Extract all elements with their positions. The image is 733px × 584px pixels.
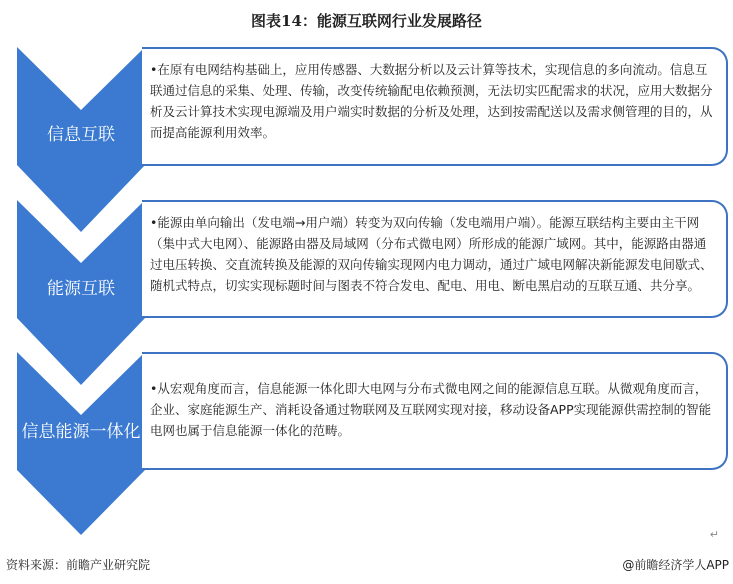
stage-label-1: 信息互联 [47, 125, 115, 145]
stage-description-3: •从宏观角度而言，信息能源一体化即大电网与分布式微电网之间的能源信息互联。从微观角度而言，企业、家庭能源生产、消耗设备通过物联网及互联网实现对接，移动设备APP实现能源供需控制的智能电网也属于信息能源一体化的范畴。 [142, 352, 728, 470]
stage-label-3: 信息能源一体化 [21, 422, 141, 442]
stage-description-2: •能源由单向输出（发电端→用户端）转变为双向传输（发电端用户端）。能源互联结构主要由主干网（集中式大电网）、能源路由器及局域网（分布式微电网）所形成的能源广域网。其中，能源路由器通过电压转换、交直流转换及能源的双向传输实现网内电力调动，通过广域电网解决新能源发电间歇式、随机式特点，切实实现标题时间与图表不符合发电、配电、用电、断电黑启动的互联互通、共分享。 [142, 200, 728, 318]
source-note: 资料来源：前瞻产业研究院 [6, 558, 151, 572]
figure-title: 图表14：能源互联网行业发展路径 [251, 12, 482, 30]
return-mark: ↵ [709, 528, 719, 541]
stage-description-1: •在原有电网结构基础上，应用传感器、大数据分析以及云计算等技术，实现信息的多向流动。信息互联通过信息的采集、处理、传输，改变传统输配电依赖预测，无法切实匹配需求的状况，应用大数据分析及云计算技术实现电源端及用户端实时数据的分析及处理，达到按需配送以及需求侧管理的目的，从而提高能源利用效率。 [142, 47, 728, 166]
credit-note: @前瞻经济学人APP [622, 558, 729, 572]
stage-label-2: 能源互联 [47, 279, 115, 299]
